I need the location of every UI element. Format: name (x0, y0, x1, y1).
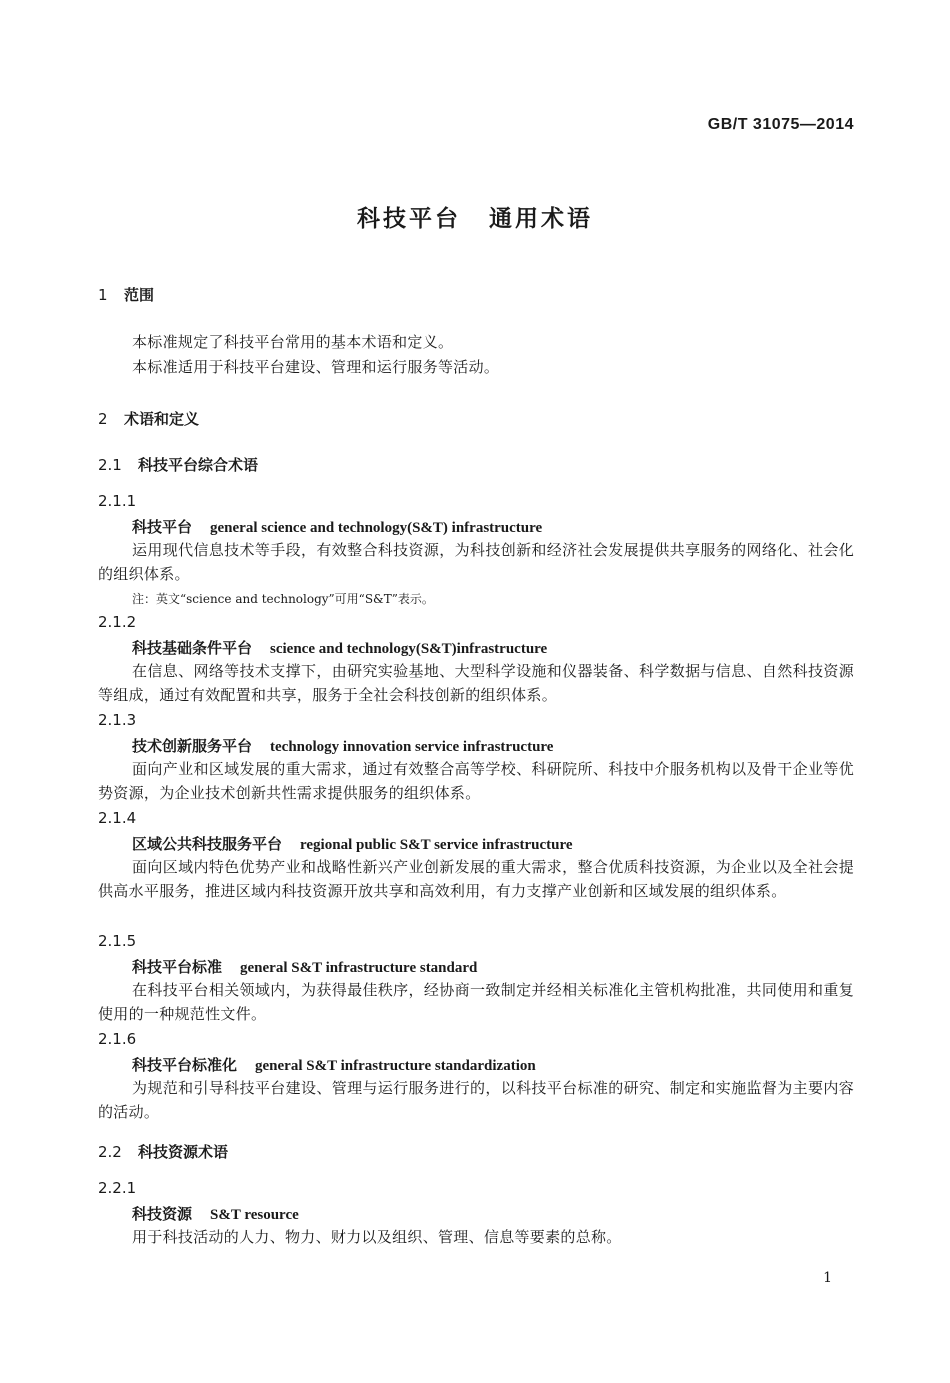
subsection-title: 科技平台综合术语 (138, 456, 259, 474)
term-zh: 科技资源 (132, 1205, 193, 1223)
term-number: 2.1.6 (98, 1030, 137, 1048)
term-number: 2.1.2 (98, 613, 137, 631)
title-part-2: 通用术语 (489, 206, 593, 232)
section-title: 术语和定义 (124, 410, 200, 428)
term-definition: 运用现代信息技术等手段，有效整合科技资源，为科技创新和经济社会发展提供共享服务的网络化、社会化的组织体系。 (98, 541, 854, 583)
term-en: technology innovation service infrastructure (270, 739, 554, 755)
subsection-number: 2.2 (98, 1143, 122, 1161)
term-zh: 区域公共科技服务平台 (132, 835, 283, 853)
term-en: science and technology(S&T)infrastructure (270, 641, 548, 657)
subsection-2-1-heading (98, 454, 258, 475)
section-title: 范围 (124, 286, 155, 304)
subsection-title: 科技资源术语 (138, 1143, 229, 1161)
term-zh: 科技基础条件平台 (132, 639, 253, 657)
term-zh: 科技平台标准 (132, 958, 223, 976)
subsection-number: 2.1 (98, 456, 122, 474)
term-heading (132, 637, 547, 658)
term-number: 2.2.1 (98, 1179, 137, 1197)
term-heading (132, 1054, 536, 1075)
term-number: 2.1.1 (98, 492, 137, 510)
section-number: 1 (98, 286, 108, 304)
standard-code: GB/T 31075—2014 (707, 116, 854, 133)
scope-paragraph-1: 本标准规定了科技平台常用的基本术语和定义。 (132, 333, 454, 351)
term-heading (132, 956, 477, 977)
term-definition: 为规范和引导科技平台建设、管理与运行服务进行的，以科技平台标准的研究、制定和实施监督为主要内容的活动。 (98, 1079, 854, 1121)
term-definition: 在信息、网络等技术支撑下，由研究实验基地、大型科学设施和仪器装备、科学数据与信息、自然科技资源等组成，通过有效配置和共享，服务于全社会科技创新的组织体系。 (98, 662, 854, 704)
term-heading (132, 735, 553, 756)
term-number: 2.1.3 (98, 711, 137, 729)
term-definition: 面向产业和区域发展的重大需求，通过有效整合高等学校、科研院所、科技中介服务机构以及骨干企业等优势资源，为企业技术创新共性需求提供服务的组织体系。 (98, 760, 854, 802)
term-note: 注：英文“science and technology”可用“S&T”表示。 (132, 592, 434, 606)
term-number: 2.1.5 (98, 932, 137, 950)
title-part-1: 科技平台 (357, 206, 461, 232)
term-zh: 技术创新服务平台 (132, 737, 253, 755)
term-en: general science and technology(S&T) infrastructure (210, 520, 543, 536)
term-en: S&T resource (210, 1207, 299, 1223)
term-heading (132, 516, 542, 537)
term-definition: 在科技平台相关领域内，为获得最佳秩序，经协商一致制定并经相关标准化主管机构批准，共同使用和重复使用的一种规范性文件。 (98, 981, 854, 1023)
page-number: 1 (823, 1270, 832, 1286)
section-1-heading (98, 284, 154, 305)
section-2-heading (98, 408, 199, 429)
term-number: 2.1.4 (98, 809, 137, 827)
subsection-2-2-heading (98, 1141, 228, 1162)
term-zh: 科技平台 (132, 518, 193, 536)
section-number: 2 (98, 410, 108, 428)
term-definition: 面向区域内特色优势产业和战略性新兴产业创新发展的重大需求，整合优质科技资源，为企业以及全社会提供高水平服务，推进区域内科技资源开放共享和高效利用，有力支撑产业创新和区域发展的组织体系。 (98, 858, 854, 900)
term-zh: 科技平台标准化 (132, 1056, 238, 1074)
scope-paragraph-2: 本标准适用于科技平台建设、管理和运行服务等活动。 (132, 358, 500, 376)
term-en: general S&T infrastructure standard (240, 960, 478, 976)
term-en: regional public S&T service infrastructure (300, 837, 573, 853)
term-heading (132, 833, 573, 854)
term-heading (132, 1203, 299, 1224)
term-en: general S&T infrastructure standardization (255, 1058, 536, 1074)
document-title (0, 200, 950, 233)
term-definition: 用于科技活动的人力、物力、财力以及组织、管理、信息等要素的总称。 (132, 1228, 622, 1246)
